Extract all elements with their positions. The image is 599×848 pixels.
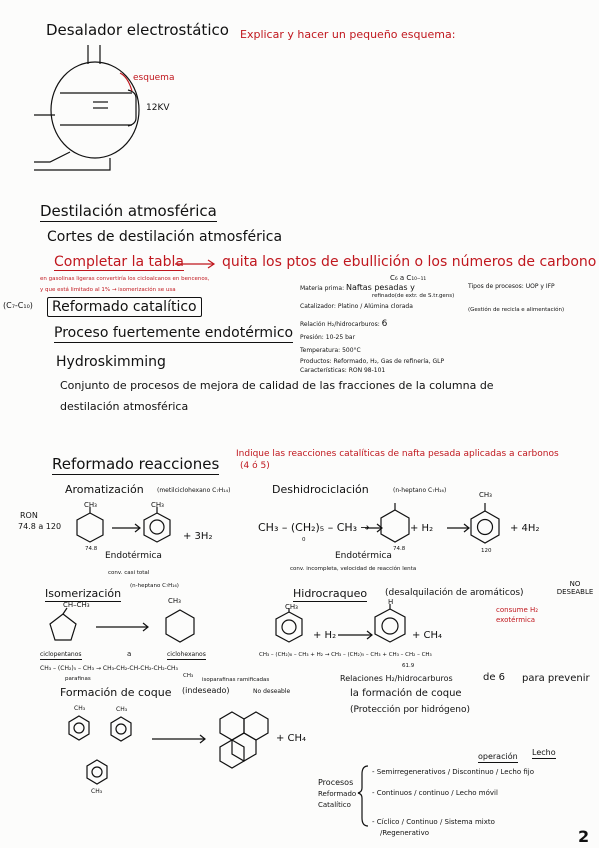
procesos-row-2: - Continuos / continuo / Lecho móvil [372, 789, 498, 797]
isom-note: (n-heptano C₇H₁₆) [130, 583, 179, 589]
reformado-title: Reformado catalítico [47, 297, 202, 317]
deshid-zero: 0 [302, 537, 306, 543]
reacciones-title: Reformado reacciones [52, 455, 220, 473]
coque-ch4: + CH₄ [276, 733, 307, 744]
arom-ch3-a: CH₃ [84, 501, 97, 509]
relacion-coque: la formación de coque [350, 688, 462, 699]
gestion-note: (Gestión de recicla e alimentación) [468, 307, 565, 313]
procesos-row-3b: /Regenerativo [380, 829, 429, 837]
hidro-exo: exotérmica [496, 616, 536, 624]
desalador-task: Explicar y hacer un pequeño esquema: [240, 28, 456, 41]
relacion-proteccion: (Protección por hidrógeno) [350, 705, 471, 715]
c-range: C₆ a C₁₀₋₁₁ [390, 274, 427, 282]
isom-eq-sub: CH₃ [183, 673, 194, 679]
procesos-label-2: Reformado [318, 790, 357, 798]
isom-ch3: CH₃ [168, 597, 181, 605]
deshid-plus-h2: + H₂ [410, 523, 434, 534]
hydro-desc-1: Conjunto de procesos de mejora de calidad de las fracciones de la columna de [60, 379, 494, 392]
coque-no-deseable: No deseable [253, 688, 291, 695]
prop-catalizador: Catalizador: Platino / Alúmina clorada [300, 303, 413, 310]
hidro-note: (desalquilación de aromáticos) [385, 588, 524, 598]
relacion: Relaciones H₂/hidrocarburos [340, 674, 453, 683]
isom-ciclopentanos: ciclopentanos [40, 651, 82, 658]
deshid-foot: conv. incompleta, velocidad de reacción lenta [290, 566, 417, 572]
relacion-para: para prevenir [522, 673, 590, 684]
tipos-procesos: Tipos de procesos: UOP y IFP [468, 283, 555, 290]
procesos-row-1: - Semirregenerativos / Discontinuo / Lecho fijo [372, 768, 534, 776]
prop-relacion: Relación H₂/hidrocarburos: 6 [300, 319, 388, 329]
voltage-label: 12KV [146, 103, 170, 113]
prop-temperatura: Temperatura: 500°C [300, 347, 361, 354]
prop-caracteristicas: Características: RON 98-101 [300, 367, 386, 374]
hidro-consume: consume H₂ [496, 606, 539, 614]
schema-label: esquema [133, 73, 175, 83]
isom-ciclohexanos: ciclohexanos [167, 651, 206, 658]
reacciones-task: Indique las reacciones catalíticas de nafta pesada aplicadas a carbonos [236, 449, 559, 459]
deshid-eq: CH₃ – (CH₂)₅ – CH₃ → [258, 521, 370, 534]
page-number: 2 [578, 827, 590, 846]
deshid-120: 120 [481, 548, 492, 554]
arom-h2: + 3H₂ [183, 531, 213, 542]
isom-parafinas: parafinas [65, 676, 91, 682]
ron-label: RON [20, 511, 38, 520]
side-note-2: y que está limitado al 1% → isomerización se usa [40, 287, 176, 293]
procesos-label-1: Procesos [318, 778, 354, 787]
arom-note: (metilciclohexano C₇H₁₄) [157, 487, 231, 494]
hydroskimming: Hydroskimming [56, 354, 166, 370]
prop-materia: Materia prima: Naftas pesadas y [300, 283, 415, 292]
hidro-no-deseable: NO DESEABLE [556, 580, 594, 596]
procesos-header-operacion: operación [478, 752, 518, 761]
arom-title: Aromatización [65, 483, 144, 496]
procesos-row-3: - Cíclico / Continuo / Sistema mixto [372, 818, 495, 826]
procesos-header-lecho: Lecho [532, 748, 556, 757]
desalador-title: Desalador electrostático [46, 21, 229, 39]
hidro-ch3: CH₃ [285, 603, 298, 611]
hidro-title: Hidrocraqueo [293, 587, 368, 600]
deshid-748: 74.8 [393, 546, 406, 552]
deshid-title: Deshidrociclación [272, 483, 369, 496]
arom-foot: conv. casi total [108, 570, 150, 576]
process-endothermic: Proceso fuertemente endotérmico [54, 325, 294, 341]
side-note-1: en gasolinas ligeras convertiría los cicloalcanos en bencenos, [40, 276, 210, 282]
coque-ch3-a: CH₃ [74, 705, 86, 712]
ron-values: 74.8 a 120 [18, 522, 62, 531]
deshid-endo: Endotérmica [335, 551, 392, 561]
isom-isoparafinas: isoparafinas ramificadas [202, 677, 270, 683]
coque-ch3-b: CH₃ [116, 706, 128, 713]
task-complete-table: Completar la tabla [54, 254, 184, 270]
arom-748: 74.8 [85, 546, 98, 552]
isom-title: Isomerización [45, 587, 122, 600]
isom-sub: CH–CH₃ [63, 601, 90, 609]
deshid-ch3: CH₃ [479, 491, 492, 499]
relacion-de6: de 6 [483, 672, 506, 683]
destilacion-title: Destilación atmosférica [40, 202, 217, 220]
arom-ch3-b: CH₃ [151, 501, 164, 509]
coque-ch3-c: CH₃ [91, 788, 103, 795]
hidro-plus-h2: + H₂ [313, 630, 337, 641]
coque-title: Formación de coque [60, 686, 172, 699]
isom-a: a [127, 650, 132, 658]
arom-endo: Endotérmica [105, 551, 162, 561]
coque-note: (indeseado) [182, 686, 230, 695]
hidro-ch4: + CH₄ [412, 630, 443, 641]
hidro-h: H [388, 598, 394, 606]
deshid-note: (n-heptano C₇H₁₆) [393, 487, 447, 494]
destilacion-subtitle: Cortes de destilación atmosférica [47, 229, 283, 245]
reacciones-task-2: (4 ó 5) [240, 461, 270, 471]
deshid-4h2: + 4H₂ [510, 523, 540, 534]
task-boiling-points: quita los ptos de ebullición o los números de carbono [222, 254, 597, 270]
procesos-label-3: Catalítico [318, 801, 351, 809]
hidro-eq: CH₃ – (CH₂)₈ – CH₃ + H₂ → CH₃ – (CH₂)₅ – CH₃ + CH₃ – CH₂ – CH₃ [259, 652, 432, 658]
prop-presion: Presión: 10-25 bar [300, 334, 356, 341]
hydro-desc-2: destilación atmosférica [60, 400, 189, 413]
prop-productos: Productos: Reformado, H₂, Gas de refinería, GLP [300, 358, 445, 365]
carbon-range: (C₇-C₁₀) [3, 301, 33, 310]
hidro-619: 61.9 [402, 663, 415, 669]
isom-eq: CH₃ – (CH₂)₅ – CH₃ → CH₃-CH₂-CH-CH₂-CH₂-CH₃ [40, 665, 178, 672]
prop-materia-2: refinado(de extr. de S.tr.gens) [372, 293, 455, 299]
